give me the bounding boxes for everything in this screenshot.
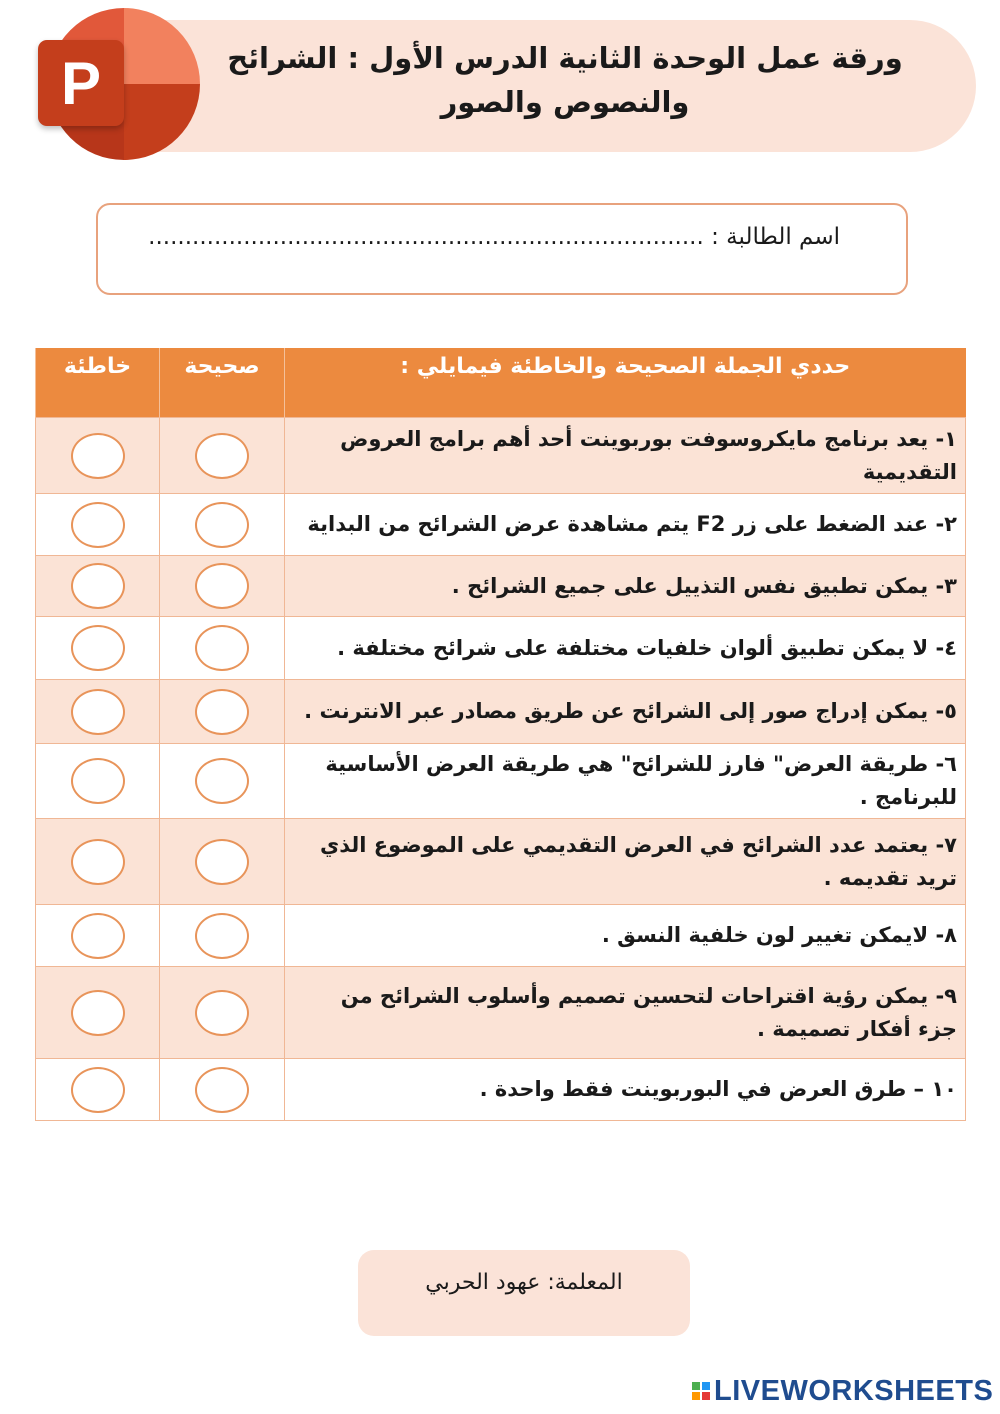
true-option-circle[interactable] bbox=[195, 913, 249, 959]
false-option-circle[interactable] bbox=[71, 1067, 125, 1113]
false-option-circle[interactable] bbox=[71, 839, 125, 885]
false-option-circle[interactable] bbox=[71, 625, 125, 671]
true-option-circle[interactable] bbox=[195, 625, 249, 671]
liveworksheets-logo-icon bbox=[692, 1382, 710, 1400]
table-row bbox=[36, 744, 966, 819]
statement-column-header: حددي الجملة الصحيحة والخاطئة فيمايلي : bbox=[285, 348, 966, 418]
table-row bbox=[36, 967, 966, 1059]
false-option-circle[interactable] bbox=[71, 433, 125, 479]
teacher-name: المعلمة: عهود الحربي bbox=[425, 1270, 623, 1295]
table-row bbox=[36, 905, 966, 967]
false-option-circle[interactable] bbox=[71, 913, 125, 959]
false-column-header: خاطئة bbox=[36, 348, 160, 418]
false-option-circle[interactable] bbox=[71, 689, 125, 735]
statement-text: ٢- عند الضغط على زر F2 يتم مشاهدة عرض الشرائح من البداية bbox=[285, 494, 966, 556]
liveworksheets-brand bbox=[692, 1373, 993, 1409]
table-row bbox=[36, 418, 966, 494]
true-option-circle[interactable] bbox=[195, 689, 249, 735]
false-option-circle[interactable] bbox=[71, 563, 125, 609]
true-column-header: صحيحة bbox=[160, 348, 285, 418]
statement-text: ٣- يمكن تطبيق نفس التذييل على جميع الشرائح . bbox=[285, 556, 966, 617]
brand-text: LIVEWORKSHEETS bbox=[714, 1374, 994, 1407]
true-option-circle[interactable] bbox=[195, 563, 249, 609]
statement-text: ١- يعد برنامج مايكروسوفت بوربوينت أحد أهم برامج العروض التقديمية bbox=[285, 418, 966, 494]
statement-text: ٤- لا يمكن تطبيق ألوان خلفيات مختلفة على شرائح مختلفة . bbox=[285, 617, 966, 680]
statement-text: ٨- لايمكن تغيير لون خلفية النسق . bbox=[285, 905, 966, 967]
true-option-circle[interactable] bbox=[195, 433, 249, 479]
page-title: ورقة عمل الوحدة الثانية الدرس الأول : الشرائح والنصوص والصور bbox=[227, 41, 903, 119]
table-row bbox=[36, 819, 966, 905]
true-option-circle[interactable] bbox=[195, 502, 249, 548]
table-row bbox=[36, 556, 966, 617]
false-option-circle[interactable] bbox=[71, 502, 125, 548]
false-option-circle[interactable] bbox=[71, 758, 125, 804]
statement-text: ٩- يمكن رؤية اقتراحات لتحسين تصميم وأسلوب الشرائح من جزء أفكار تصميمة . bbox=[285, 967, 966, 1059]
table-row bbox=[36, 617, 966, 680]
statement-text: ٦- طريقة العرض" فارز للشرائح" هي طريقة العرض الأساسية للبرنامج . bbox=[285, 744, 966, 819]
statement-text: ٧- يعتمد عدد الشرائح في العرض التقديمي على الموضوع الذي تريد تقديمه . bbox=[285, 819, 966, 905]
student-name-field[interactable]: اسم الطالبة : ............................................................................ bbox=[148, 224, 840, 250]
table-row bbox=[36, 494, 966, 556]
statement-text: ٥- يمكن إدراج صور إلى الشرائح عن طريق مصادر عبر الانترنت . bbox=[285, 680, 966, 744]
true-option-circle[interactable] bbox=[195, 1067, 249, 1113]
false-option-circle[interactable] bbox=[71, 990, 125, 1036]
true-option-circle[interactable] bbox=[195, 839, 249, 885]
true-option-circle[interactable] bbox=[195, 990, 249, 1036]
table-row bbox=[36, 680, 966, 744]
powerpoint-logo-letter: P bbox=[38, 40, 124, 126]
true-false-table bbox=[35, 348, 966, 1121]
table-row bbox=[36, 1059, 966, 1121]
true-option-circle[interactable] bbox=[195, 758, 249, 804]
table-header-row bbox=[36, 348, 966, 418]
statement-text: ١٠ – طرق العرض في البوربوينت فقط واحدة . bbox=[285, 1059, 966, 1121]
